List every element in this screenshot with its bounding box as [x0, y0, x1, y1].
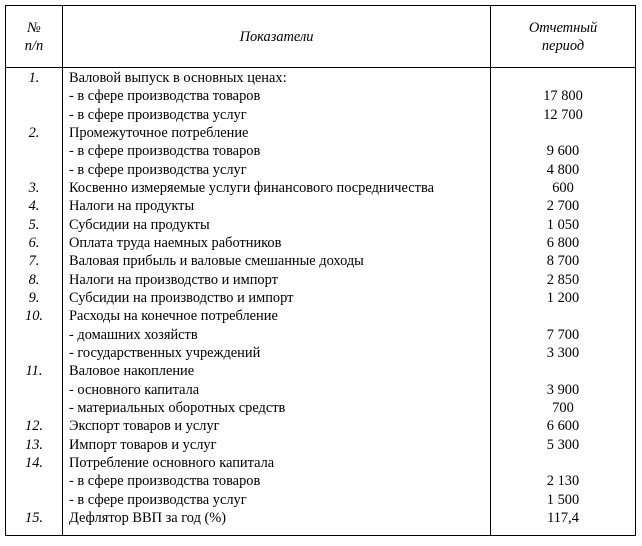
row-number: 7. — [28, 253, 40, 270]
indicators-table — [5, 5, 636, 536]
header-value — [491, 6, 635, 67]
row-value: 1 500 — [546, 491, 580, 508]
row-value: 117,4 — [547, 509, 579, 526]
row-value: 12 700 — [543, 106, 583, 123]
row-indicator: Потребление основного капитала — [69, 454, 275, 471]
row-value: 6 800 — [546, 234, 580, 251]
row-value: 3 300 — [546, 344, 580, 361]
table-row — [6, 124, 635, 142]
table-row — [6, 362, 635, 380]
table-row — [6, 344, 635, 362]
row-value: 17 800 — [543, 88, 583, 105]
row-indicator: - в сфере производства услуг — [69, 161, 247, 178]
row-indicator: Налоги на производство и импорт — [69, 271, 278, 288]
row-value: 5 300 — [546, 436, 580, 453]
header-value-line2: период — [541, 37, 585, 54]
row-value: 8 700 — [546, 253, 580, 270]
table-row — [6, 271, 635, 289]
row-indicator: - в сфере производства услуг — [69, 106, 247, 123]
table-row — [6, 87, 635, 105]
row-indicator: Субсидии на продукты — [69, 216, 210, 233]
row-indicator: Дефлятор ВВП за год (%) — [69, 509, 227, 526]
row-number: 2. — [28, 124, 40, 141]
table-body — [6, 69, 635, 527]
row-indicator: Оплата труда наемных работников — [69, 234, 282, 251]
row-value: 700 — [552, 399, 574, 416]
table-row — [6, 234, 635, 252]
table-row — [6, 454, 635, 472]
row-value: 9 600 — [546, 143, 580, 160]
row-number: 1. — [28, 70, 40, 86]
header-num — [6, 6, 62, 67]
header-num-line1: № — [27, 19, 41, 36]
table-row — [6, 509, 635, 527]
table-row — [6, 106, 635, 124]
row-number: 8. — [28, 271, 40, 288]
table-row — [6, 252, 635, 270]
row-value: 2 130 — [546, 473, 580, 490]
table-row — [6, 142, 635, 160]
row-number: 15. — [25, 509, 43, 526]
row-value: 2 700 — [546, 198, 580, 215]
row-indicator: Импорт товаров и услуг — [69, 436, 217, 453]
row-indicator: - в сфере производства товаров — [69, 473, 261, 490]
row-number: 12. — [25, 418, 43, 435]
row-indicator: Промежуточное потребление — [69, 124, 249, 141]
row-number: 3. — [28, 179, 40, 196]
row-number: 4. — [28, 198, 40, 215]
header-value-line1: Отчетный — [528, 19, 598, 36]
table-row — [6, 179, 635, 197]
header-name-label: Показатели — [239, 28, 314, 45]
header-name — [63, 6, 490, 67]
row-indicator: - в сфере производства услуг — [69, 491, 247, 508]
row-value: 600 — [552, 179, 574, 196]
row-number: 6. — [28, 234, 40, 251]
row-value: 6 600 — [546, 418, 580, 435]
header-num-line2: п/п — [24, 37, 44, 54]
row-number: 10. — [25, 308, 43, 325]
table-row — [6, 381, 635, 399]
table-row — [6, 436, 635, 454]
table-row — [6, 307, 635, 325]
table-row — [6, 491, 635, 509]
table-row — [6, 69, 635, 87]
row-indicator: - домашних хозяйств — [69, 326, 198, 343]
row-number: 5. — [28, 216, 40, 233]
row-indicator: - основного капитала — [69, 381, 200, 398]
row-number: 9. — [28, 289, 40, 306]
table-row — [6, 197, 635, 215]
row-value: 7 700 — [546, 326, 580, 343]
row-indicator: - в сфере производства товаров — [69, 143, 261, 160]
table-row — [6, 472, 635, 490]
row-indicator: Расходы на конечное потребление — [69, 308, 278, 325]
table-row — [6, 399, 635, 417]
row-indicator: Валовая прибыль и валовые смешанные доходы — [69, 253, 364, 270]
table-row — [6, 161, 635, 179]
row-number: 14. — [25, 454, 43, 471]
row-indicator: - государственных учреждений — [69, 344, 261, 361]
row-number: 11. — [25, 363, 43, 380]
row-indicator: - материальных оборотных средств — [69, 399, 286, 416]
row-indicator: Косвенно измеряемые услуги финансового посредничества — [69, 179, 434, 196]
row-value: 2 850 — [546, 271, 580, 288]
table-row — [6, 289, 635, 307]
row-value: 1 200 — [546, 289, 580, 306]
row-indicator: Субсидии на производство и импорт — [69, 289, 294, 306]
row-number: 13. — [25, 436, 43, 453]
row-indicator: Валовое накопление — [69, 363, 195, 380]
row-value: 4 800 — [546, 161, 580, 178]
table-row — [6, 417, 635, 435]
table-row — [6, 216, 635, 234]
row-value: 1 050 — [546, 216, 580, 233]
row-indicator: Налоги на продукты — [69, 198, 195, 215]
row-value: 3 900 — [546, 381, 580, 398]
row-indicator: - в сфере производства товаров — [69, 88, 261, 105]
table-header — [6, 6, 635, 68]
table-row — [6, 326, 635, 344]
row-indicator: Валовой выпуск в основных ценах: — [69, 70, 287, 86]
row-indicator: Экспорт товаров и услуг — [69, 418, 220, 435]
